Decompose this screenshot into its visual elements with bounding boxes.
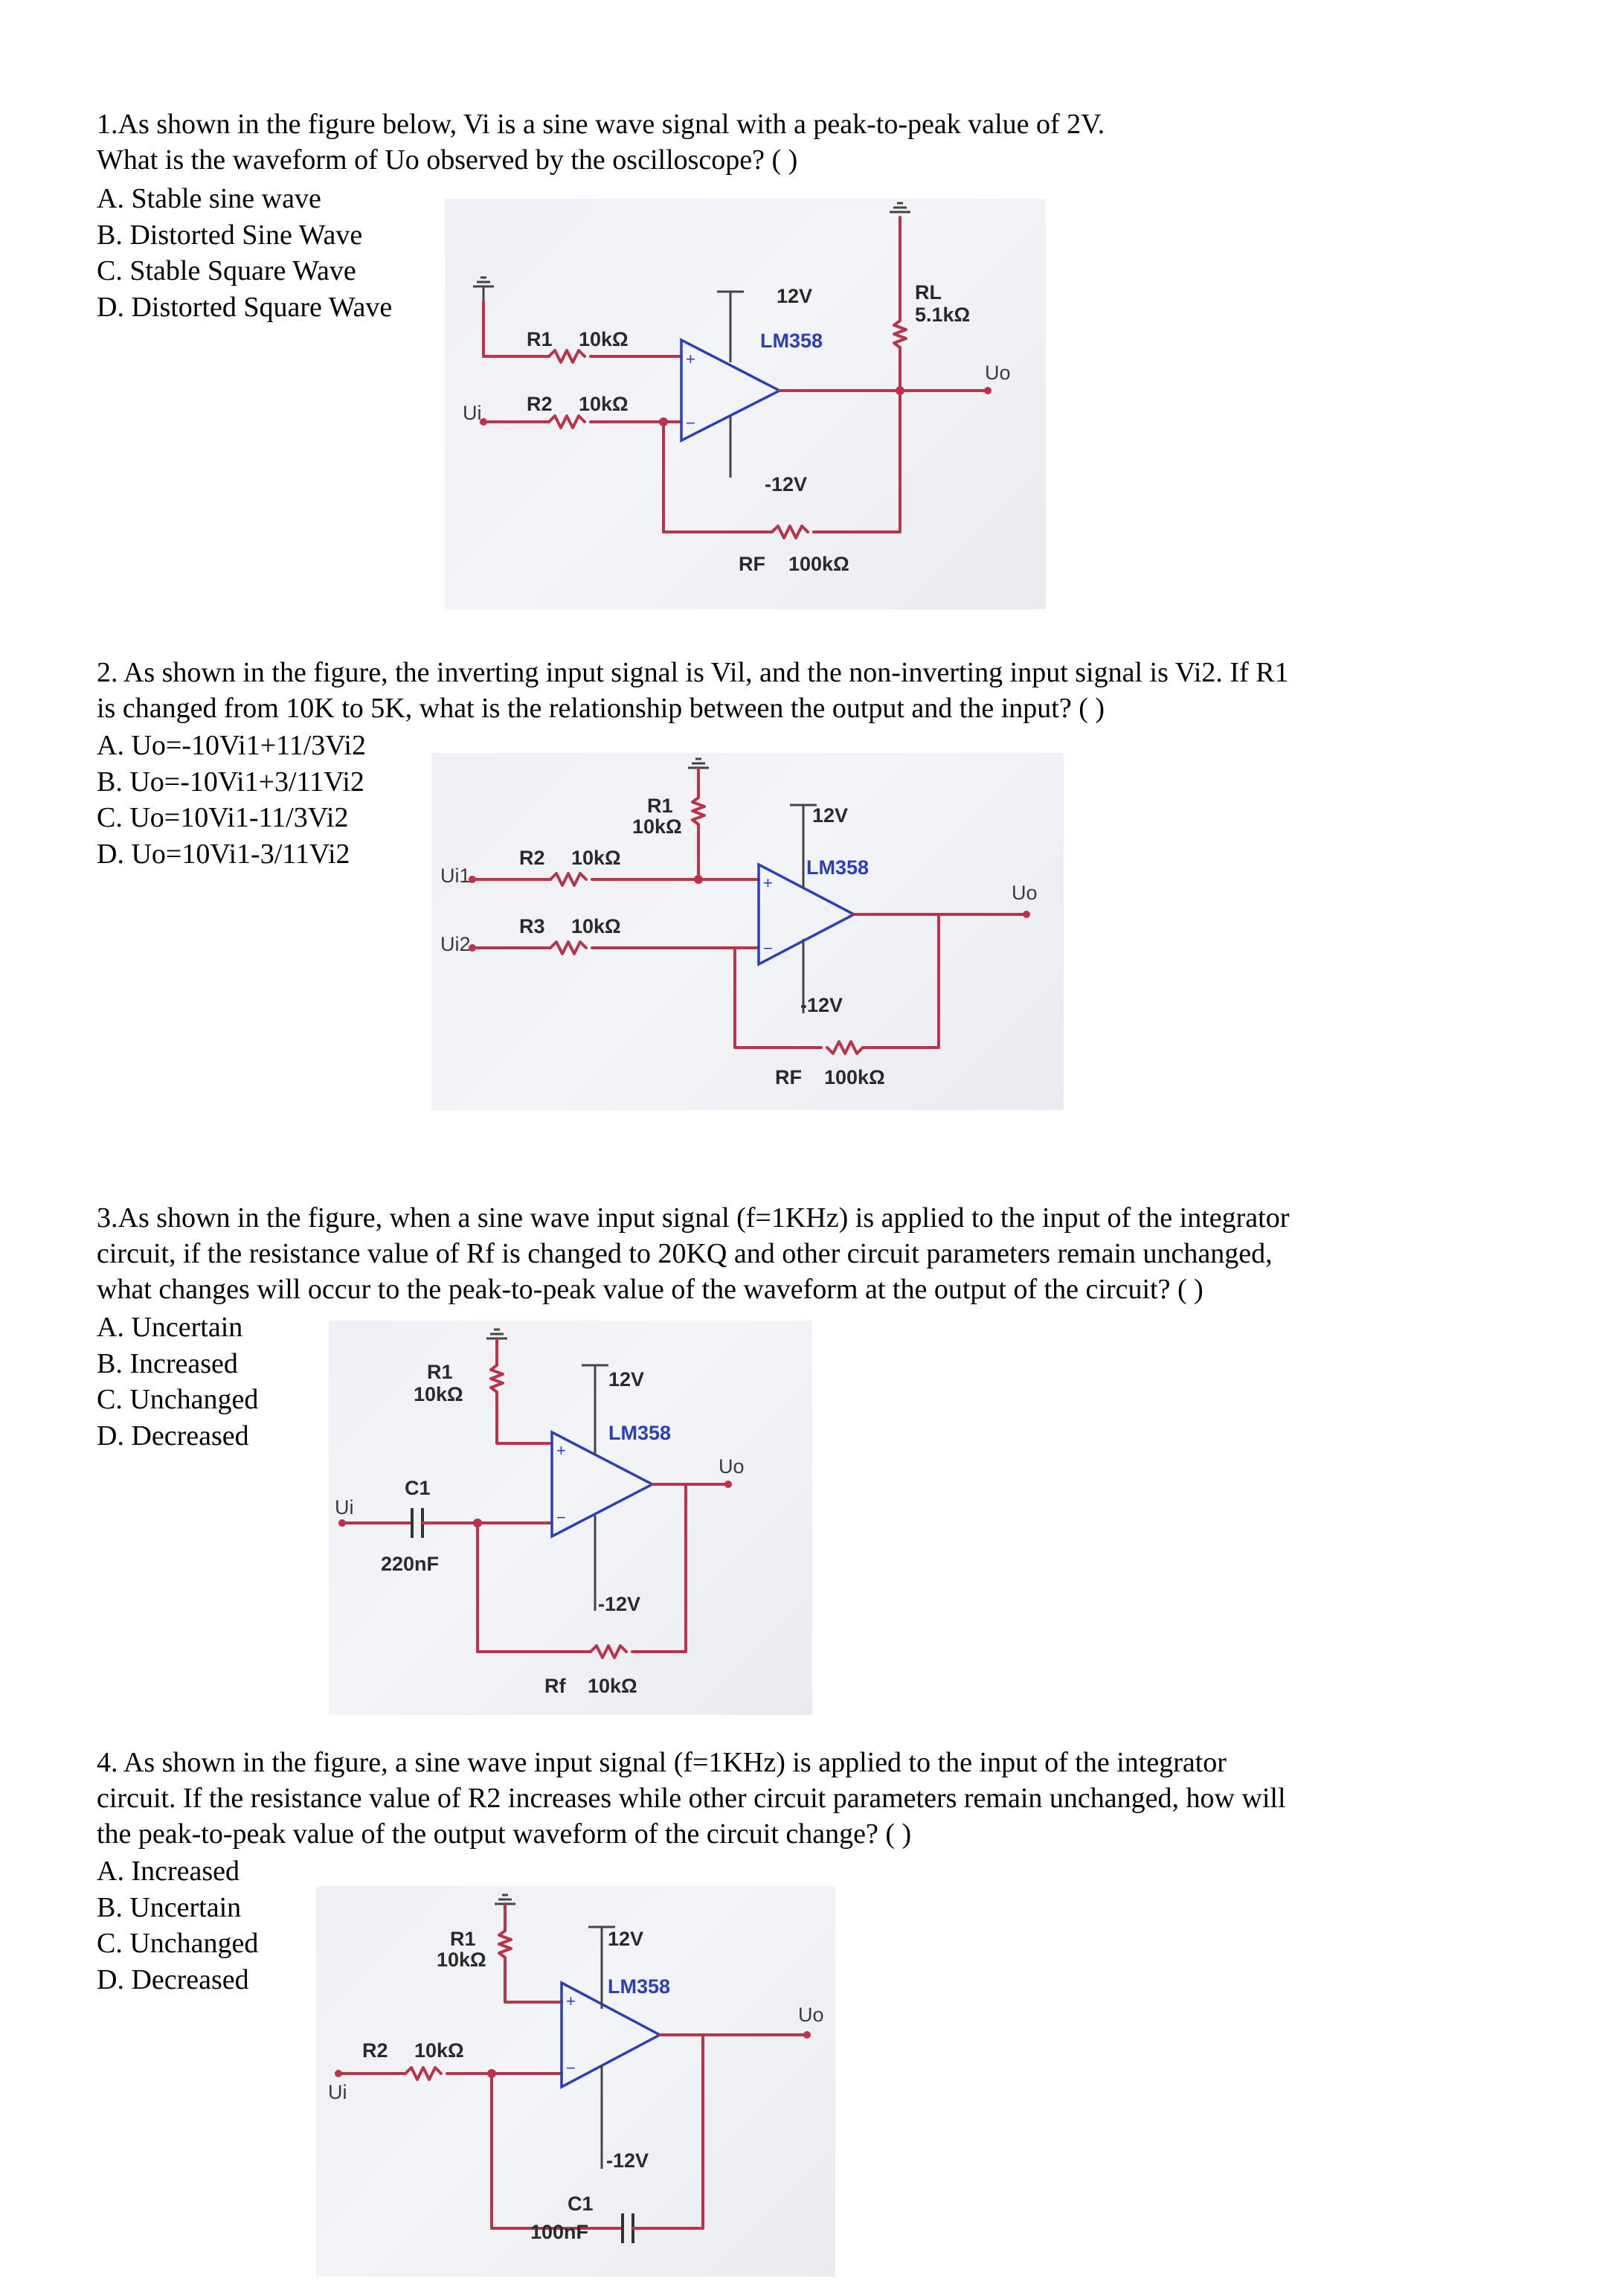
output-label: Uo bbox=[798, 2004, 824, 2026]
opamp-label: LM358 bbox=[608, 1422, 672, 1444]
vneg-label: -12V bbox=[800, 994, 843, 1016]
opamp-icon bbox=[562, 1983, 660, 2087]
rf-value: 100kΩ bbox=[824, 1066, 885, 1088]
question-line: what changes will occur to the peak-to-peak value of the waveform at the output of the circuit? ( ) bbox=[97, 1274, 1203, 1305]
output-label: Uo bbox=[1012, 882, 1038, 904]
circuit-diagram-3 bbox=[329, 1321, 812, 1715]
r1-label: R1 bbox=[647, 795, 673, 817]
question-line: 4. As shown in the figure, a sine wave input signal (f=1KHz) is applied to the input of the integrator bbox=[97, 1747, 1227, 1778]
r3-value: 10kΩ bbox=[571, 915, 621, 937]
question-4-text bbox=[97, 1745, 1555, 1852]
output-node bbox=[984, 387, 992, 394]
option-c[interactable]: C. Unchanged bbox=[97, 1384, 259, 1415]
output-node bbox=[803, 2031, 811, 2039]
question-1-text bbox=[97, 106, 1555, 178]
input-label: Ui bbox=[335, 1496, 354, 1519]
plus-symbol: + bbox=[763, 873, 773, 892]
wire bbox=[478, 1523, 591, 1652]
option-d[interactable]: D. Uo=10Vi1-3/11Vi2 bbox=[97, 838, 350, 870]
r1-resistor bbox=[692, 798, 704, 824]
input-2-label: Ui2 bbox=[440, 933, 471, 955]
c1-capacitor bbox=[623, 2213, 633, 2243]
r1-resistor bbox=[491, 1365, 503, 1392]
option-b[interactable]: B. Increased bbox=[97, 1347, 238, 1379]
r2-label: R2 bbox=[362, 2039, 388, 2062]
rf-label: RF bbox=[775, 1066, 802, 1088]
option-a[interactable]: A. Uo=-10Vi1+11/3Vi2 bbox=[97, 730, 366, 761]
r2-resistor bbox=[405, 2068, 441, 2079]
rf-resistor bbox=[772, 526, 808, 538]
output-label: Uo bbox=[985, 362, 1011, 384]
vneg-label: -12V bbox=[765, 473, 808, 496]
r2-resistor bbox=[550, 873, 586, 885]
vpos-label: 12V bbox=[812, 804, 849, 827]
rl-label: RL bbox=[915, 281, 942, 304]
option-b[interactable]: B. Distorted Sine Wave bbox=[97, 219, 363, 251]
option-c[interactable]: C. Stable Square Wave bbox=[97, 255, 356, 286]
circuit-photo-2 bbox=[431, 753, 1064, 1110]
r1-label: R1 bbox=[450, 1928, 476, 1950]
vpos-label: 12V bbox=[608, 1928, 644, 1950]
r1-value: 10kΩ bbox=[632, 815, 682, 838]
option-c[interactable]: C. Unchanged bbox=[97, 1928, 259, 1959]
r1-value: 10kΩ bbox=[579, 328, 629, 350]
question-line: is changed from 10K to 5K, what is the relationship between the output and the input? ( ) bbox=[97, 693, 1105, 724]
wire bbox=[632, 1484, 686, 1652]
option-b[interactable]: B. Uo=-10Vi1+3/11Vi2 bbox=[97, 766, 364, 798]
plus-symbol: + bbox=[556, 1441, 566, 1460]
circuit-photo-4 bbox=[316, 1886, 835, 2277]
option-d[interactable]: D. Decreased bbox=[97, 1420, 249, 1452]
r3-resistor bbox=[550, 942, 586, 954]
plus-symbol: + bbox=[686, 350, 695, 368]
c1-value: 100nF bbox=[530, 2221, 589, 2243]
wire bbox=[505, 1957, 562, 2002]
r2-value: 10kΩ bbox=[571, 847, 621, 869]
question-4-options bbox=[97, 1853, 258, 1998]
circuit-photo-3 bbox=[329, 1321, 812, 1715]
c1-label: C1 bbox=[405, 1477, 431, 1499]
opamp-label: LM358 bbox=[608, 1975, 671, 1998]
rf-label: Rf bbox=[544, 1675, 566, 1697]
wire bbox=[497, 1392, 552, 1443]
circuit-diagram-2 bbox=[431, 753, 1064, 1110]
minus-symbol: − bbox=[556, 1508, 566, 1527]
vneg-label: -12V bbox=[606, 2149, 649, 2172]
question-line: 1.As shown in the figure below, Vi is a sine wave signal with a peak-to-peak value of 2V. bbox=[97, 109, 1105, 140]
vpos-label: 12V bbox=[608, 1368, 645, 1391]
c1-label: C1 bbox=[568, 2193, 594, 2215]
question-2-text bbox=[97, 655, 1555, 726]
question-line: What is the waveform of Uo observed by the oscilloscope? ( ) bbox=[97, 144, 798, 176]
c1-value: 220nF bbox=[381, 1553, 440, 1575]
wire bbox=[663, 422, 772, 532]
input-1-label: Ui1 bbox=[440, 865, 471, 887]
output-node bbox=[1023, 911, 1030, 918]
question-3-text bbox=[97, 1200, 1555, 1307]
ground-icon bbox=[890, 203, 910, 212]
opamp-label: LM358 bbox=[760, 330, 823, 352]
option-d[interactable]: D. Decreased bbox=[97, 1963, 249, 1995]
question-line: circuit. If the resistance value of R2 increases while other circuit parameters remain unchanged, how will bbox=[97, 1783, 1286, 1814]
opamp-icon bbox=[759, 865, 854, 964]
r2-label: R2 bbox=[519, 847, 545, 869]
option-a[interactable]: A. Stable sine wave bbox=[97, 183, 321, 214]
rf-label: RF bbox=[739, 553, 765, 575]
output-label: Uo bbox=[719, 1455, 745, 1478]
input-label: Ui bbox=[463, 402, 482, 424]
wire bbox=[492, 2074, 623, 2228]
option-a[interactable]: A. Increased bbox=[97, 1856, 240, 1887]
ground-icon bbox=[473, 278, 494, 301]
question-2-options bbox=[97, 728, 366, 872]
circuit-diagram-4 bbox=[316, 1886, 835, 2277]
r2-value: 10kΩ bbox=[579, 393, 629, 415]
question-line: 2. As shown in the figure, the inverting input signal is Vil, and the non-inverting input signal is Vi2. If R1 bbox=[97, 657, 1289, 688]
question-1-options bbox=[97, 181, 392, 325]
r1-resistor bbox=[549, 350, 585, 362]
wire bbox=[814, 392, 900, 532]
question-3-options bbox=[97, 1309, 258, 1454]
r3-label: R3 bbox=[519, 915, 545, 937]
rl-value: 5.1kΩ bbox=[915, 304, 971, 326]
output-node bbox=[724, 1481, 732, 1488]
r1-label: R1 bbox=[527, 328, 553, 350]
plus-symbol: + bbox=[566, 1992, 576, 2010]
wire bbox=[633, 2035, 703, 2228]
vneg-label: -12V bbox=[598, 1593, 641, 1615]
r1-label: R1 bbox=[427, 1361, 453, 1383]
minus-symbol: − bbox=[686, 414, 695, 432]
r2-resistor bbox=[549, 416, 585, 428]
vpos-label: 12V bbox=[777, 285, 813, 307]
minus-symbol: − bbox=[566, 2059, 576, 2077]
option-b[interactable]: B. Uncertain bbox=[97, 1891, 242, 1923]
junction bbox=[694, 875, 703, 884]
question-line: 3.As shown in the figure, when a sine wave input signal (f=1KHz) is applied to the input of the integrator bbox=[97, 1202, 1290, 1234]
rl-resistor bbox=[894, 321, 906, 347]
opamp-icon bbox=[552, 1432, 652, 1536]
r2-label: R2 bbox=[527, 393, 553, 415]
rf-resistor bbox=[591, 1646, 626, 1658]
question-line: the peak-to-peak value of the output waveform of the circuit change? ( ) bbox=[97, 1818, 912, 1850]
c1-capacitor bbox=[412, 1508, 422, 1538]
rf-value: 100kΩ bbox=[788, 553, 849, 575]
r1-value: 10kΩ bbox=[414, 1383, 463, 1405]
question-line: circuit, if the resistance value of Rf is changed to 20KQ and other circuit parameters remain unchanged, bbox=[97, 1238, 1273, 1269]
rf-value: 10kΩ bbox=[588, 1675, 637, 1697]
opamp-label: LM358 bbox=[806, 856, 870, 879]
r1-resistor bbox=[499, 1931, 511, 1957]
option-c[interactable]: C. Uo=10Vi1-11/3Vi2 bbox=[97, 802, 349, 833]
option-a[interactable]: A. Uncertain bbox=[97, 1312, 243, 1343]
circuit-diagram-1 bbox=[445, 199, 1046, 609]
minus-symbol: − bbox=[763, 939, 773, 958]
r1-value: 10kΩ bbox=[437, 1949, 486, 1971]
r2-value: 10kΩ bbox=[414, 2039, 464, 2062]
wire bbox=[863, 914, 939, 1048]
option-d[interactable]: D. Distorted Square Wave bbox=[97, 291, 393, 323]
input-label: Ui bbox=[328, 2081, 347, 2103]
circuit-photo-1 bbox=[445, 199, 1046, 609]
